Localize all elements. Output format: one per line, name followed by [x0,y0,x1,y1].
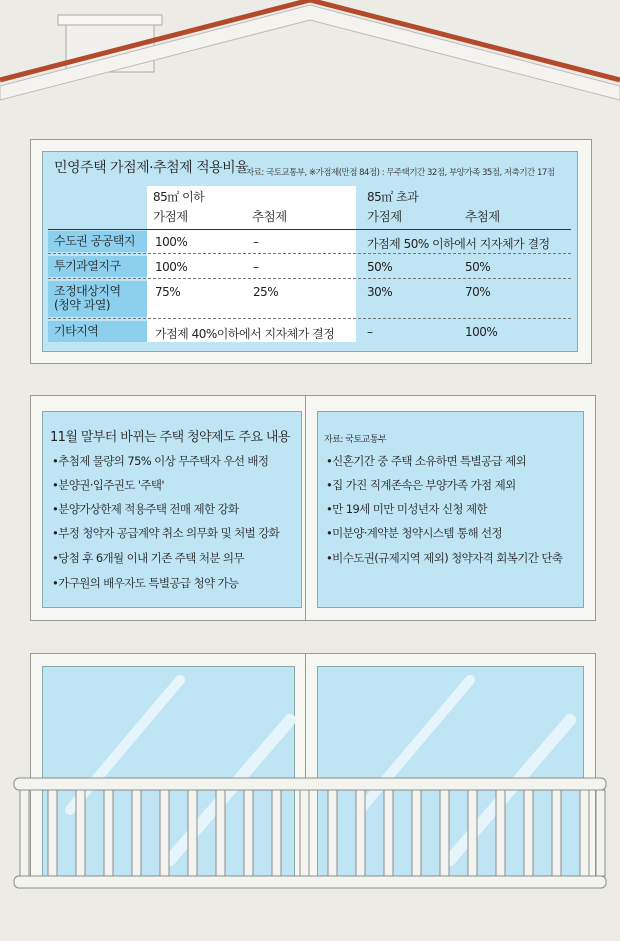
row-label-speculation: 투기과열지구 [48,256,147,277]
chimney-cap [58,15,162,25]
cell-small-lottery: – [253,260,259,274]
cell-large-points: 50% [367,260,393,274]
header-rule [48,229,571,230]
table-title: 민영주택 가점제·추첨제 적용비율 [54,160,249,176]
cell-large-merged: 가점제 50% 이하에서 지자체가 결정 [367,237,550,251]
changes-source: 자료: 국토교통부 [324,435,387,445]
cell-large-points: 30% [367,285,393,299]
header-small-area: 85㎡ 이하 [153,190,205,204]
cell-large-points: – [367,325,373,339]
cell-small-points: 100% [155,260,188,274]
cell-small-points: 75% [155,285,181,299]
change-item: •부정 청약자 공급계약 취소 의무화 및 처벌 강화 [52,526,280,540]
header-small-points: 가점제 [153,209,188,224]
header-large-lottery: 추첨제 [465,209,500,224]
change-item: •분양가상한제 적용주택 전매 제한 강화 [52,502,239,516]
change-item: •만 19세 미만 미성년자 신청 제한 [326,502,488,516]
cell-large-lottery: 100% [465,325,498,339]
row-divider [48,253,571,254]
header-large-area: 85㎡ 초과 [367,190,419,204]
cell-large-lottery: 50% [465,260,491,274]
header-small-lottery: 추첨제 [252,209,287,224]
header-large-points: 가점제 [367,209,402,224]
row-divider [48,278,571,279]
change-item: •분양권·입주권도 '주택' [52,478,164,492]
changes-title: 11월 말부터 바뀌는 주택 청약제도 주요 내용 [50,430,290,445]
row-label-adjustment: 조정대상지역 (청약 과열) [48,281,147,317]
changes-frame-divider [305,395,306,621]
change-item: •집 가진 직계존속은 부양가족 가점 제외 [326,478,516,492]
row-label-other: 기타지역 [48,321,147,342]
cell-large-lottery: 70% [465,285,491,299]
balcony-railing [0,770,620,900]
cell-small-lottery: – [253,235,259,249]
cell-small-points: 100% [155,235,188,249]
table-source: 자료: 국토교통부, ※가점제(만점 84점) : 무주택기간 32점, 부양가족 35점, 저축기간 17점 [246,168,555,178]
cell-small-merged: 가점제 40%이하에서 지자체가 결정 [155,327,335,341]
change-item: •신혼기간 중 주택 소유하면 특별공급 제외 [326,454,527,468]
change-item: •당첨 후 6개월 이내 기존 주택 처분 의무 [52,551,244,565]
row-label-capital-public: 수도권 공공택지 [48,231,147,252]
change-item: •가구원의 배우자도 특별공급 청약 가능 [52,576,239,590]
roof-illustration [0,0,620,130]
row-divider [48,318,571,319]
change-item: •추첨제 물량의 75% 이상 무주택자 우선 배정 [52,454,269,468]
cell-small-lottery: 25% [253,285,279,299]
change-item: •비수도권(규제지역 제외) 청약자격 회복기간 단축 [326,551,563,565]
change-item: •미분양·계약분 청약시스템 통해 선정 [326,526,503,540]
